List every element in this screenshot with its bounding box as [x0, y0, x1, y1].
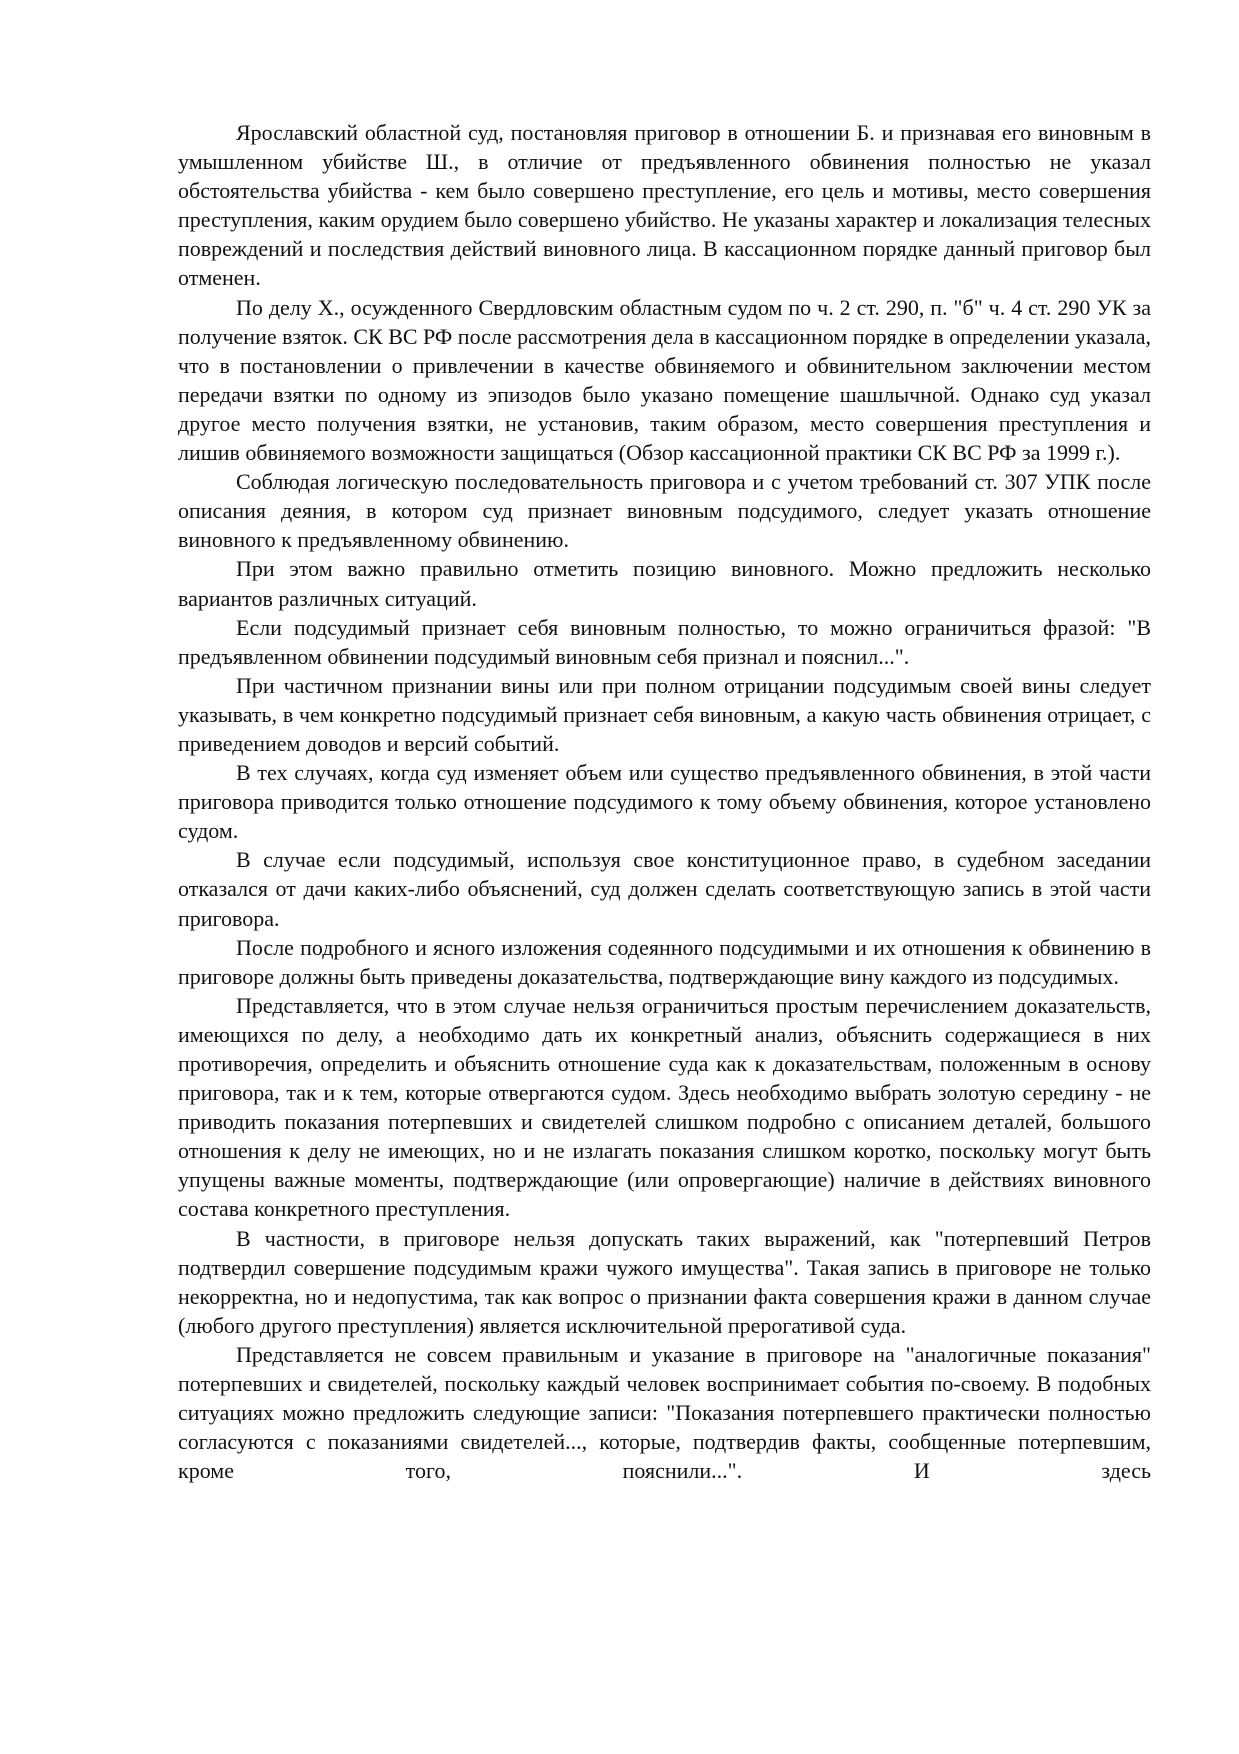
paragraph-4: При этом важно правильно отметить позицию виновного. Можно предложить несколько вариантов различных ситуаций.: [178, 556, 1151, 611]
paragraph-2: По делу Х., осужденного Свердловским областным судом по ч. 2 ст. 290, п. "б" ч. 4 ст. 290 УК за получение взяток. СК ВС РФ после рассмотрения дела в кассационном порядке в определении указала, что в постановлении о привлечении в качестве обвиняемого и обвинительном заключении местом передачи взятки по одному из эпизодов было указано помещение шашлычной. Однако суд указал другое место получения взятки, не установив, таким образом, место совершения преступления и лишив обвиняемого возможности защищаться (Обзор кассационной практики СК ВС РФ за 1999 г.).: [178, 294, 1151, 466]
paragraph-5: Если подсудимый признает себя виновным полностью, то можно ограничиться фразой: "В предъявленном обвинении подсудимый виновным себя признал и пояснил...".: [178, 614, 1151, 669]
paragraph-8: В случае если подсудимый, используя свое конституционное право, в судебном заседании отказался от дачи каких-либо объяснений, суд должен сделать соответствующую запись в этой части приговора.: [178, 847, 1151, 931]
paragraph-11: В частности, в приговоре нельзя допускать таких выражений, как "потерпевший Петров подтвердил совершение подсудимым кражи чужого имущества". Такая запись в приговоре не только некорректна, но и недопустима, так как вопрос о признании факта совершения кражи в данном случае (любого другого преступления) является исключительной прерогативой суда.: [178, 1225, 1151, 1338]
paragraph-9: После подробного и ясного изложения содеянного подсудимыми и их отношения к обвинению в приговоре должны быть приведены доказательства, подтверждающие вину каждого из подсудимых.: [178, 934, 1151, 989]
paragraph-12: Представляется не совсем правильным и указание в приговоре на "аналогичные показания" потерпевших и свидетелей, поскольку каждый человек воспринимает события по-своему. В подобных ситуациях можно предложить следующие записи: "Показания потерпевшего практически полностью согласуются с показаниями свидетелей..., которые, подтвердив факты, сообщенные потерпевшим, кроме того, пояснили...". И здесь: [178, 1341, 1151, 1484]
paragraph-10: Представляется, что в этом случае нельзя ограничиться простым перечислением доказательств, имеющихся по делу, а необходимо дать их конкретный анализ, объяснить содержащиеся в них противоречия, определить и объяснить отношение суда как к доказательствам, положенным в основу приговора, так и к тем, которые отвергаются судом. Здесь необходимо выбрать золотую середину - не приводить показания потерпевших и свидетелей слишком подробно с описанием деталей, большого отношения к делу не имеющих, но и не излагать показания слишком коротко, поскольку могут быть упущены важные моменты, подтверждающие (или опровергающие) наличие в действиях виновного состава конкретного преступления.: [178, 992, 1151, 1222]
paragraph-1: Ярославский областной суд, постановляя приговор в отношении Б. и признавая его виновным в умышленном убийстве Ш., в отличие от предъявленного обвинения полностью не указал обстоятельства убийства - кем было совершено преступление, его цель и мотивы, место совершения преступления, каким орудием было совершено убийство. Не указаны характер и локализация телесных повреждений и последствия действий виновного лица. В кассационном порядке данный приговор был отменен.: [178, 120, 1151, 291]
paragraph-6: При частичном признании вины или при полном отрицании подсудимым своей вины следует указывать, в чем конкретно подсудимый признает себя виновным, а какую часть обвинения отрицает, с приведением доводов и версий событий.: [178, 672, 1151, 756]
paragraph-7: В тех случаях, когда суд изменяет объем или существо предъявленного обвинения, в этой части приговора приводится только отношение подсудимого к тому объему обвинения, которое установлено судом.: [178, 760, 1151, 844]
document-page: [178, 118, 1151, 1485]
paragraph-3: Соблюдая логическую последовательность приговора и с учетом требований ст. 307 УПК после описания деяния, в котором суд признает виновным подсудимого, следует указать отношение виновного к предъявленному обвинению.: [178, 469, 1151, 553]
